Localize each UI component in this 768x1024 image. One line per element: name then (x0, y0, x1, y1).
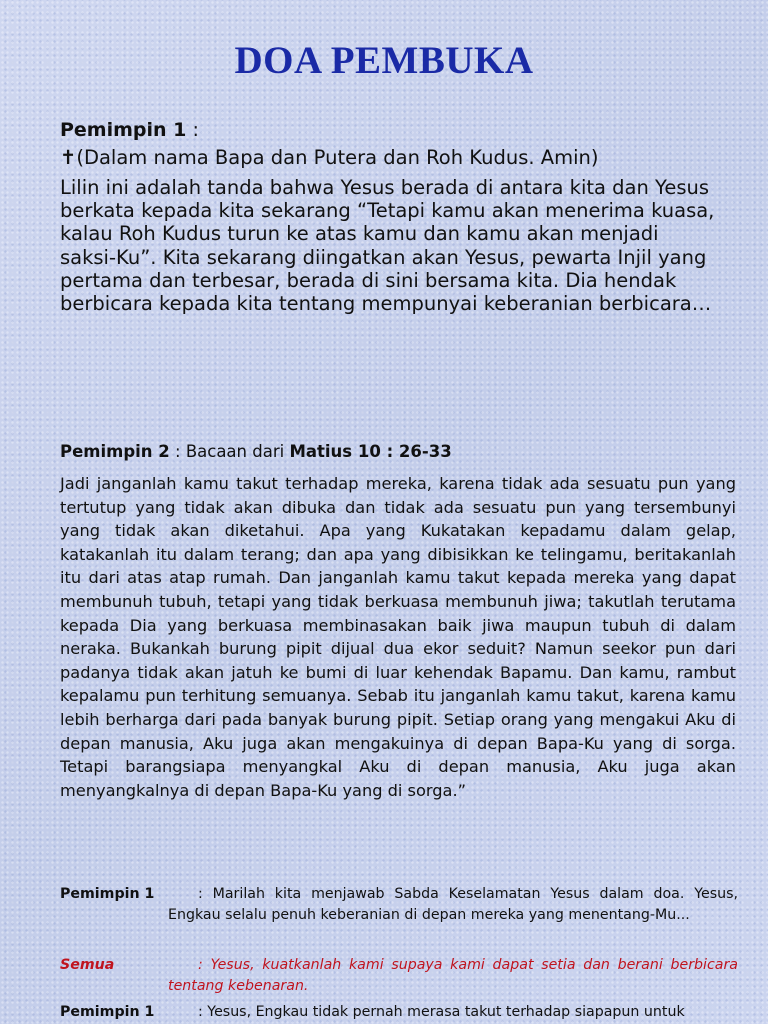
page-title: DOA PEMBUKA (234, 39, 534, 82)
response-text: : Yesus, kuatkanlah kami supaya kami dapat setia dan berani berbicara tentang kebenaran. (168, 957, 738, 994)
speaker-label: Pemimpin 1 (60, 119, 187, 141)
sign-of-cross-line (60, 144, 720, 172)
reading-reference: Matius 10 : 26-33 (289, 442, 452, 461)
speaker-suffix: : (186, 119, 199, 141)
response-speaker: Pemimpin 1 (60, 886, 155, 902)
reading-paragraph: Jadi janganlah kamu takut terhadap mereka, karena tidak ada sesuatu pun yang tertutup yang tidak akan dibuka dan tidak ada sesuatu pun yang tersembunyi yang tidak akan diketahui. Apa yang Kukatakan kepadamu dalam gelap, katakanlah itu dalam terang; dan apa yang dibisikkan ke telingamu, beritakanlah itu dari atas atap rumah. Dan janganlah kamu takut kepada mereka yang dapat membunuh tubuh, tetapi yang tidak berkuasa membunuh jiwa; takutlah terutama kepada Dia yang berkuasa membinasakan baik jiwa maupun tubuh di dalam neraka. Bukankah burung pipit dijual dua ekor seduit? Namun seekor pun dari padanya tidak akan jatuh ke bumi di luar kehendak Bapamu. Dan kamu, rambut kepalamu pun terhitung semuanya. Sebab itu janganlah kamu takut, karena kamu lebih berharga dari pada banyak burung pipit. Setiap orang yang mengakui Aku di depan manusia, Aku juga akan mengakuinya di depan Bapa-Ku yang di sorga. Tetapi barangsiapa menyangkal Aku di depan manusia, Aku juga akan menyangkalnya di depan Bapa-Ku yang di sorga.” (60, 474, 736, 800)
section2-heading (60, 440, 736, 464)
response-text: : Yesus, Engkau tidak pernah merasa takut terhadap siapapun untuk (198, 1004, 685, 1020)
response-all (60, 955, 738, 996)
opening-paragraph: Lilin ini adalah tanda bahwa Yesus berada di antara kita dan Yesus berkata kepada kita sekarang “Tetapi kamu akan menerima kuasa, kalau Roh Kudus turun ke atas kamu dan kamu akan menjadi saksi-Ku”. Kita sekarang diingatkan akan Yesus, pewarta Injil yang pertama dan terbesar, berada di sini bersama kita. Dia hendak berbicara kepada kita tentang mempunyai keberanian berbicara… (60, 176, 715, 316)
response-leader-1 (60, 884, 738, 925)
cross-icon: ✝ (60, 146, 77, 169)
opening-section (60, 116, 720, 315)
response-leader-2 (60, 1002, 738, 1023)
response-speaker: Pemimpin 1 (60, 1004, 155, 1020)
sign-of-cross-text: (Dalam nama Bapa dan Putera dan Roh Kudus. Amin) (76, 146, 599, 169)
speaker-label: Pemimpin 2 (60, 442, 170, 461)
reading-section (60, 440, 736, 802)
response-text: : Marilah kita menjawab Sabda Keselamatan Yesus dalam doa. Yesus, Engkau selalu penuh keberanian di depan mereka yang menentang-Mu... (168, 886, 738, 923)
section1-heading (60, 116, 720, 144)
response-speaker: Semua (60, 957, 115, 973)
reading-prefix: : Bacaan dari (169, 442, 290, 461)
